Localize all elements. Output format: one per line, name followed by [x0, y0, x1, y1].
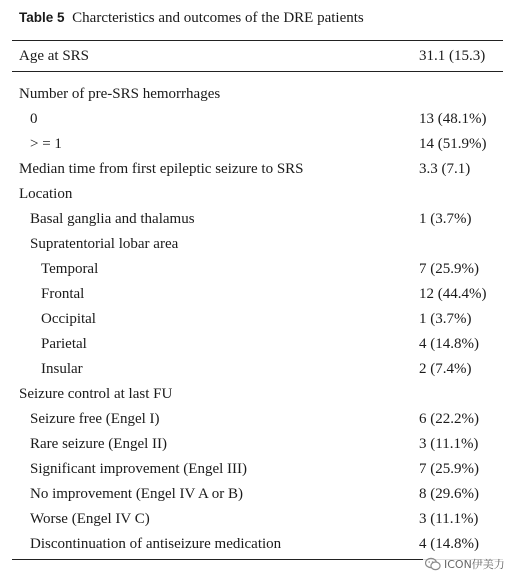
row-label: Insular — [41, 361, 83, 377]
table-row — [0, 282, 517, 306]
table-row — [0, 207, 517, 231]
row-value: 3.3 (7.1) — [419, 161, 471, 177]
table-row — [0, 457, 517, 481]
row-value: 14 (51.9%) — [419, 136, 487, 152]
table-row — [0, 332, 517, 356]
table-row — [0, 182, 517, 206]
header-value: 31.1 (15.3) — [419, 48, 486, 64]
table-row — [0, 82, 517, 106]
row-value: 13 (48.1%) — [419, 111, 487, 127]
wechat-icon — [425, 557, 441, 571]
row-label: Significant improvement (Engel III) — [30, 461, 248, 477]
row-label: Rare seizure (Engel II) — [30, 436, 168, 452]
row-value: 3 (11.1%) — [419, 436, 479, 452]
row-value: 4 (14.8%) — [419, 336, 479, 352]
header-label: Age at SRS — [19, 48, 90, 64]
row-label: Median time from first epileptic seizure to SRS — [19, 161, 304, 177]
row-label: > = 1 — [30, 136, 62, 152]
row-label: Parietal — [41, 336, 87, 352]
row-label: Frontal — [41, 286, 85, 302]
table-row — [0, 307, 517, 331]
row-label: Occipital — [41, 311, 96, 327]
table-title: Charcteristics and outcomes of the DRE patients — [72, 10, 364, 26]
row-label: Seizure control at last FU — [19, 386, 173, 402]
watermark — [423, 554, 509, 574]
row-label: Supratentorial lobar area — [30, 236, 179, 252]
top-rule — [12, 40, 503, 41]
row-value: 4 (14.8%) — [419, 536, 479, 552]
row-value: 12 (44.4%) — [419, 286, 487, 302]
table-row — [0, 407, 517, 431]
row-value: 3 (11.1%) — [419, 511, 479, 527]
row-label: Basal ganglia and thalamus — [30, 211, 195, 227]
row-value: 7 (25.9%) — [419, 261, 479, 277]
row-value: 6 (22.2%) — [419, 411, 479, 427]
table-label: Table 5 — [19, 10, 65, 25]
table-row — [0, 432, 517, 456]
table-row — [0, 157, 517, 181]
table-row — [0, 507, 517, 531]
table-row — [0, 132, 517, 156]
table-row — [0, 357, 517, 381]
table-caption — [19, 10, 364, 27]
table-row — [0, 107, 517, 131]
row-label: Number of pre-SRS hemorrhages — [19, 86, 221, 102]
header-rule — [12, 71, 503, 72]
table-row — [0, 482, 517, 506]
table-row — [0, 382, 517, 406]
row-value: 1 (3.7%) — [419, 311, 472, 327]
row-label: Worse (Engel IV C) — [30, 511, 150, 527]
row-value: 1 (3.7%) — [419, 211, 472, 227]
watermark-text: ICON伊美力 — [444, 558, 505, 571]
row-label: Location — [19, 186, 73, 202]
row-label: 0 — [30, 111, 38, 127]
table-row — [0, 257, 517, 281]
table-header-row — [0, 44, 517, 68]
row-value: 8 (29.6%) — [419, 486, 479, 502]
row-label: Discontinuation of antiseizure medication — [30, 536, 282, 552]
row-label: Temporal — [41, 261, 99, 277]
table-row — [0, 232, 517, 256]
table-row — [0, 532, 517, 556]
row-label: No improvement (Engel IV A or B) — [30, 486, 244, 502]
row-value: 2 (7.4%) — [419, 361, 472, 377]
row-value: 7 (25.9%) — [419, 461, 479, 477]
row-label: Seizure free (Engel I) — [30, 411, 160, 427]
